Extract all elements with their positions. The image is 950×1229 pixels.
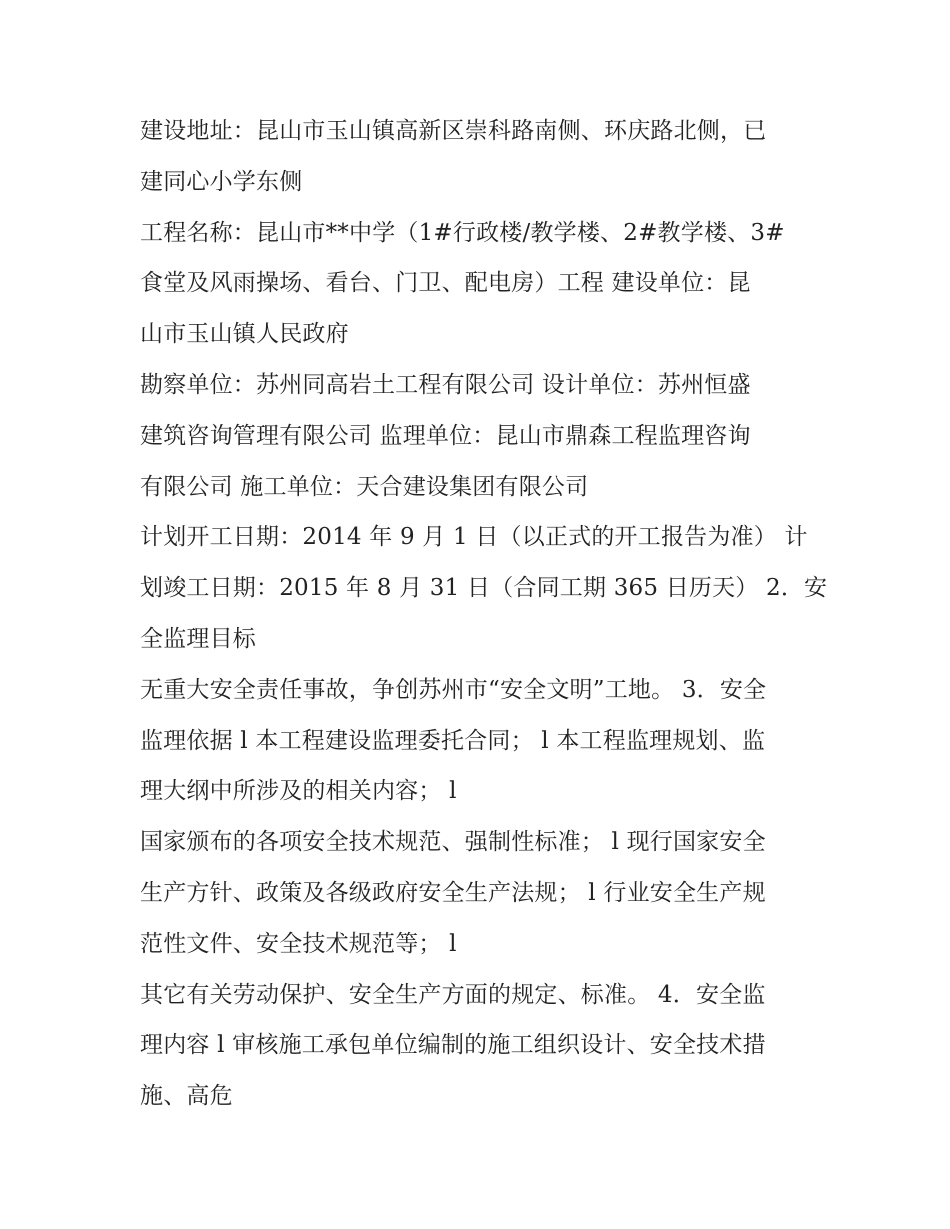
text-line: 理大纲中所涉及的相关内容； l — [140, 778, 457, 805]
text-line: 工程名称：昆山市**中学（1#行政楼/教学楼、2#教学楼、3# — [140, 219, 785, 246]
text-line: 国家颁布的各项安全技术规范、强制性标准； l 现行国家安全 — [140, 829, 766, 856]
text-line: 无重大安全责任事故，争创苏州市“安全文明”工地。 3．安全 — [140, 676, 767, 703]
text-line: 其它有关劳动保护、安全生产方面的规定、标准。 4．安全监 — [140, 981, 766, 1008]
text-line: 施、高危 — [140, 1083, 233, 1110]
text-line: 山市玉山镇人民政府 — [140, 321, 349, 348]
text-line: 理内容 l 审核施工承包单位编制的施工组织设计、安全技术措 — [140, 1032, 766, 1059]
text-line: 生产方针、政策及各级政府安全生产法规； l 行业安全生产规 — [140, 879, 766, 906]
text-line: 范性文件、安全技术规范等； l — [140, 930, 457, 957]
text-line: 划竣工日期：2015 年 8 月 31 日（合同工期 365 日历天） 2．安 — [140, 575, 828, 602]
document-body — [140, 106, 828, 1122]
text-line: 勘察单位：苏州同高岩土工程有限公司 设计单位：苏州恒盛 — [140, 371, 751, 398]
text-line: 建筑咨询管理有限公司 监理单位：昆山市鼎森工程监理咨询 — [140, 422, 751, 449]
text-line: 计划开工日期：2014 年 9 月 1 日（以正式的开工报告为准） 计 — [140, 524, 808, 551]
text-line: 监理依据 l 本工程建设监理委托合同； l 本工程监理规划、监 — [140, 727, 766, 754]
text-line: 全监理目标 — [140, 625, 256, 652]
text-line: 建设地址：昆山市玉山镇高新区崇科路南侧、环庆路北侧，已 — [140, 118, 767, 144]
text-line: 有限公司 施工单位：天合建设集团有限公司 — [140, 473, 589, 500]
text-line: 食堂及风雨操场、看台、门卫、配电房）工程 建设单位：昆 — [140, 270, 751, 297]
text-line: 建同心小学东侧 — [140, 168, 303, 195]
